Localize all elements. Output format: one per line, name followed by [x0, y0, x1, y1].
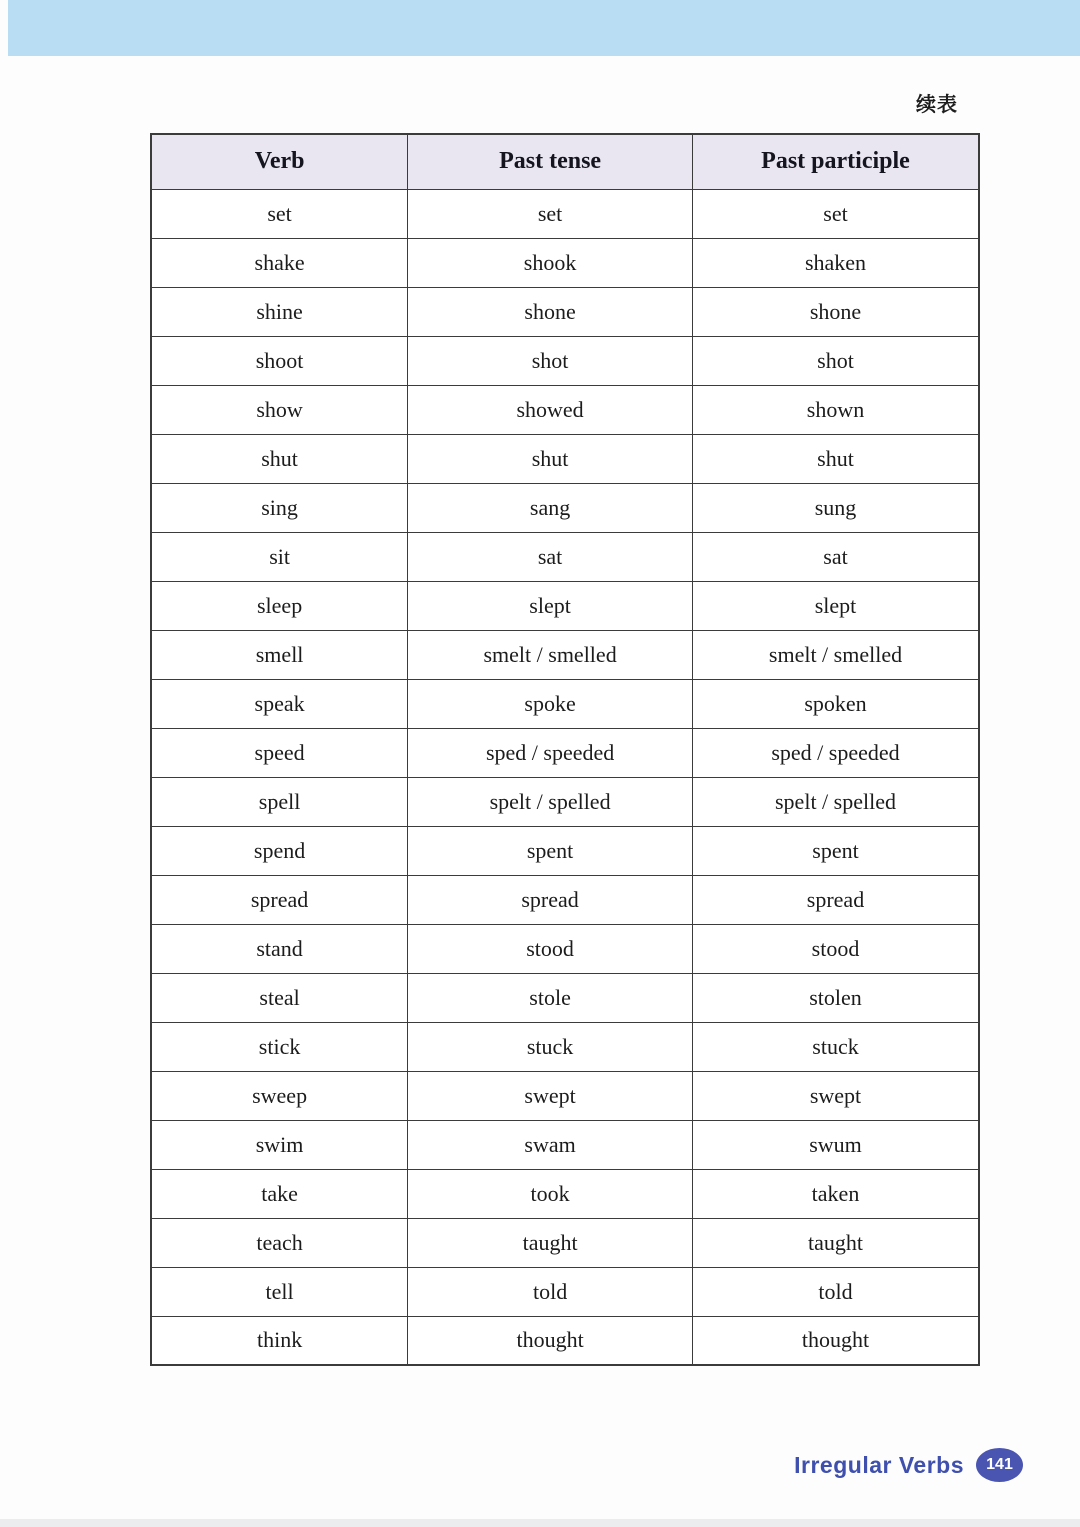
past-tense-cell: spoke	[408, 679, 693, 728]
verb-cell: speed	[151, 728, 408, 777]
table-row	[151, 679, 979, 728]
past-tense-cell: spent	[408, 826, 693, 875]
table-body	[151, 189, 979, 1365]
past-participle-cell: slept	[693, 581, 980, 630]
irregular-verbs-table	[150, 133, 980, 1366]
verb-cell: shake	[151, 238, 408, 287]
past-tense-cell: swam	[408, 1120, 693, 1169]
table-row	[151, 189, 979, 238]
past-tense-cell: sat	[408, 532, 693, 581]
past-tense-cell: taught	[408, 1218, 693, 1267]
verb-cell: spell	[151, 777, 408, 826]
verb-cell: teach	[151, 1218, 408, 1267]
table-row	[151, 581, 979, 630]
past-participle-cell: smelt / smelled	[693, 630, 980, 679]
past-tense-cell: stood	[408, 924, 693, 973]
past-participle-cell: stuck	[693, 1022, 980, 1071]
past-participle-cell: swept	[693, 1071, 980, 1120]
verb-cell: sit	[151, 532, 408, 581]
table-row	[151, 973, 979, 1022]
past-tense-cell: shot	[408, 336, 693, 385]
table-row	[151, 483, 979, 532]
verb-cell: set	[151, 189, 408, 238]
past-participle-cell: spoken	[693, 679, 980, 728]
verb-cell: take	[151, 1169, 408, 1218]
table-header-row	[151, 134, 979, 189]
table-row	[151, 1071, 979, 1120]
past-participle-cell: shone	[693, 287, 980, 336]
past-tense-cell: stuck	[408, 1022, 693, 1071]
past-tense-cell: shook	[408, 238, 693, 287]
verb-cell: smell	[151, 630, 408, 679]
page-number-badge: 141	[976, 1448, 1023, 1482]
verb-cell: spread	[151, 875, 408, 924]
table-row	[151, 777, 979, 826]
past-tense-cell: took	[408, 1169, 693, 1218]
past-participle-cell: shaken	[693, 238, 980, 287]
past-participle-cell: set	[693, 189, 980, 238]
past-tense-cell: showed	[408, 385, 693, 434]
verb-cell: speak	[151, 679, 408, 728]
table-row	[151, 1022, 979, 1071]
past-tense-cell: spread	[408, 875, 693, 924]
table-row	[151, 1169, 979, 1218]
past-tense-cell: sang	[408, 483, 693, 532]
verb-cell: shut	[151, 434, 408, 483]
table-row	[151, 728, 979, 777]
page-top-band	[8, 0, 1080, 56]
verb-cell: spend	[151, 826, 408, 875]
past-participle-cell: spent	[693, 826, 980, 875]
past-tense-cell: swept	[408, 1071, 693, 1120]
past-participle-cell: sped / speeded	[693, 728, 980, 777]
page-footer	[794, 1448, 1023, 1482]
verb-cell: steal	[151, 973, 408, 1022]
verb-cell: shoot	[151, 336, 408, 385]
past-participle-cell: swum	[693, 1120, 980, 1169]
past-participle-cell: shown	[693, 385, 980, 434]
verb-cell: stick	[151, 1022, 408, 1071]
verb-cell: tell	[151, 1267, 408, 1316]
continued-table-label: 续表	[916, 92, 958, 116]
past-tense-cell: sped / speeded	[408, 728, 693, 777]
table-row	[151, 238, 979, 287]
verb-cell: sleep	[151, 581, 408, 630]
past-participle-cell: taken	[693, 1169, 980, 1218]
header-verb: Verb	[151, 134, 408, 189]
table-row	[151, 630, 979, 679]
past-tense-cell: slept	[408, 581, 693, 630]
past-tense-cell: thought	[408, 1316, 693, 1365]
past-participle-cell: spread	[693, 875, 980, 924]
table-row	[151, 924, 979, 973]
verb-cell: show	[151, 385, 408, 434]
verb-cell: sing	[151, 483, 408, 532]
verb-cell: stand	[151, 924, 408, 973]
past-tense-cell: spelt / spelled	[408, 777, 693, 826]
table-row	[151, 1120, 979, 1169]
table-row	[151, 1267, 979, 1316]
footer-section-title: Irregular Verbs	[794, 1451, 964, 1478]
past-participle-cell: sung	[693, 483, 980, 532]
table-row	[151, 1218, 979, 1267]
past-participle-cell: sat	[693, 532, 980, 581]
table-row	[151, 287, 979, 336]
past-tense-cell: smelt / smelled	[408, 630, 693, 679]
table-row	[151, 532, 979, 581]
past-participle-cell: shot	[693, 336, 980, 385]
table-row	[151, 875, 979, 924]
table-row	[151, 434, 979, 483]
past-participle-cell: shut	[693, 434, 980, 483]
past-tense-cell: shone	[408, 287, 693, 336]
table-row	[151, 1316, 979, 1365]
past-tense-cell: set	[408, 189, 693, 238]
past-participle-cell: taught	[693, 1218, 980, 1267]
past-participle-cell: thought	[693, 1316, 980, 1365]
verb-cell: think	[151, 1316, 408, 1365]
past-participle-cell: stood	[693, 924, 980, 973]
past-participle-cell: stolen	[693, 973, 980, 1022]
verb-cell: shine	[151, 287, 408, 336]
past-participle-cell: spelt / spelled	[693, 777, 980, 826]
past-tense-cell: told	[408, 1267, 693, 1316]
header-past-tense: Past tense	[408, 134, 693, 189]
page-bottom-edge	[0, 1519, 1080, 1527]
verb-cell: sweep	[151, 1071, 408, 1120]
past-tense-cell: shut	[408, 434, 693, 483]
table-row	[151, 385, 979, 434]
header-past-participle: Past participle	[693, 134, 980, 189]
table-row	[151, 336, 979, 385]
past-tense-cell: stole	[408, 973, 693, 1022]
verb-cell: swim	[151, 1120, 408, 1169]
past-participle-cell: told	[693, 1267, 980, 1316]
table-row	[151, 826, 979, 875]
